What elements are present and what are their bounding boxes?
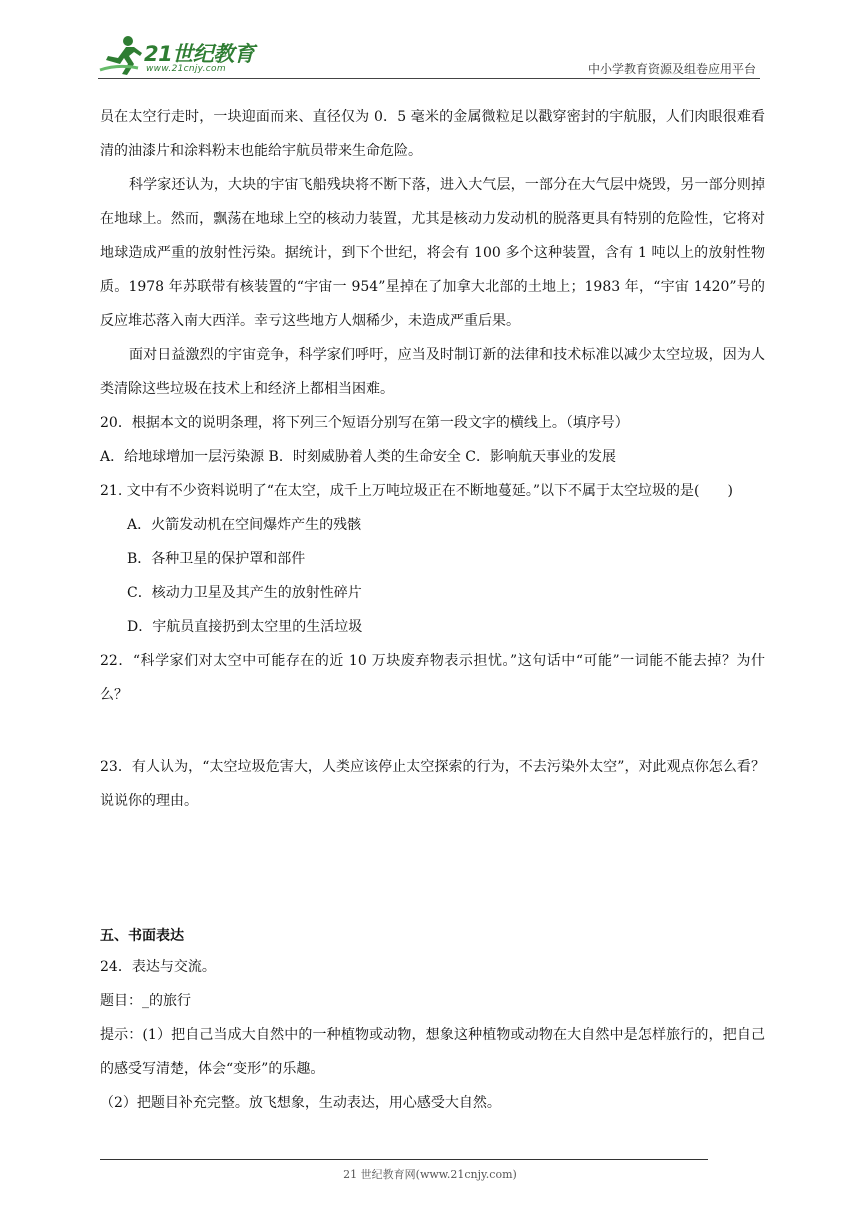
answer-space-22	[100, 712, 765, 750]
passage-paragraph-2: 科学家还认为，大块的宇宙飞船残块将不断下落，进入大气层，一部分在大气层中烧毁，另一部分则掉在地球上。然而，飘荡在地球上空的核动力装置，尤其是核动力发动机的脱落更具有特别的危险性，它将对地球造成严重的放射性污染。据统计，到下个世纪，将会有 100 多个这种装置，含有 1 吨以上的放射性物质。1978 年苏联带有核装置的“宇宙一 954”星掉在了加拿大北部的土地上；1983 年，“宇宙 1420”号的反应堆芯落入南大西洋。幸亏这些地方人烟稀少，未造成严重后果。	[100, 177, 765, 329]
question-21-option-d: D．宇航员直接扔到太空里的生活垃圾	[127, 619, 363, 635]
question-24-hint-2: （2）把题目补充完整。放飞想象，生动表达，用心感受大自然。	[100, 1095, 501, 1111]
passage-paragraph-1: 员在太空行走时，一块迎面而来、直径仅为 0．5 毫米的金属微粒足以戳穿密封的宇航服，人们肉眼很难看清的油漆片和涂料粉末也能给宇航员带来生命危险。	[100, 109, 765, 159]
question-20-options: A．给地球增加一层污染源 B．时刻威胁着人类的生命安全 C．影响航天事业的发展	[100, 449, 617, 465]
answer-space-23	[100, 818, 765, 922]
passage-paragraph-3: 面对日益激烈的宇宙竞争，科学家们呼吁，应当及时制订新的法律和技术标准以减少太空垃圾，因为人类清除这些垃圾在技术上和经济上都相当困难。	[100, 347, 765, 397]
logo-text: 21世纪教育	[144, 42, 255, 66]
platform-name: 中小学教育资源及组卷应用平台	[587, 62, 756, 76]
question-23: 23．有人认为，“太空垃圾危害大，人类应该停止太空探索的行为，不去污染外太空”，对此观点你怎么看？说说你的理由。	[100, 759, 765, 809]
logo	[98, 34, 268, 78]
header-divider	[98, 78, 760, 79]
footer-text: 21 世纪教育网(www.21cnjy.com)	[343, 1168, 517, 1181]
page-content	[100, 100, 765, 1120]
logo-url: www.21cnjy.com	[146, 64, 226, 74]
question-24: 24．表达与交流。	[100, 959, 216, 975]
runner-logo-icon	[98, 34, 144, 78]
footer-divider	[100, 1159, 708, 1160]
question-20: 20．根据本文的说明条理，将下列三个短语分别写在第一段文字的横线上。（填序号）	[100, 415, 629, 431]
question-21-option-b: B．各种卫星的保护罩和部件	[127, 551, 306, 567]
question-21-option-c: C．核动力卫星及其产生的放射性碎片	[127, 585, 362, 601]
question-21-option-a: A．火箭发动机在空间爆炸产生的残骸	[127, 517, 362, 533]
page-header	[98, 30, 760, 80]
question-21: 21. 文中有不少资料说明了“在太空，成千上万吨垃圾正在不断地蔓延。”以下不属于太空垃圾的是( )	[100, 483, 733, 499]
question-24-hint-1: 提示：(1）把自己当成大自然中的一种植物或动物，想象这种植物或动物在大自然中是怎样旅行的，把自己的感受写清楚，体会“变形”的乐趣。	[100, 1027, 765, 1077]
section-5-title: 五、书面表达	[100, 928, 184, 944]
question-24-topic: 题目：_的旅行	[100, 993, 191, 1009]
question-22: 22．“科学家们对太空中可能存在的近 10 万块废弃物表示担忧。”这句话中“可能”一词能不能去掉？为什么？	[100, 653, 765, 703]
